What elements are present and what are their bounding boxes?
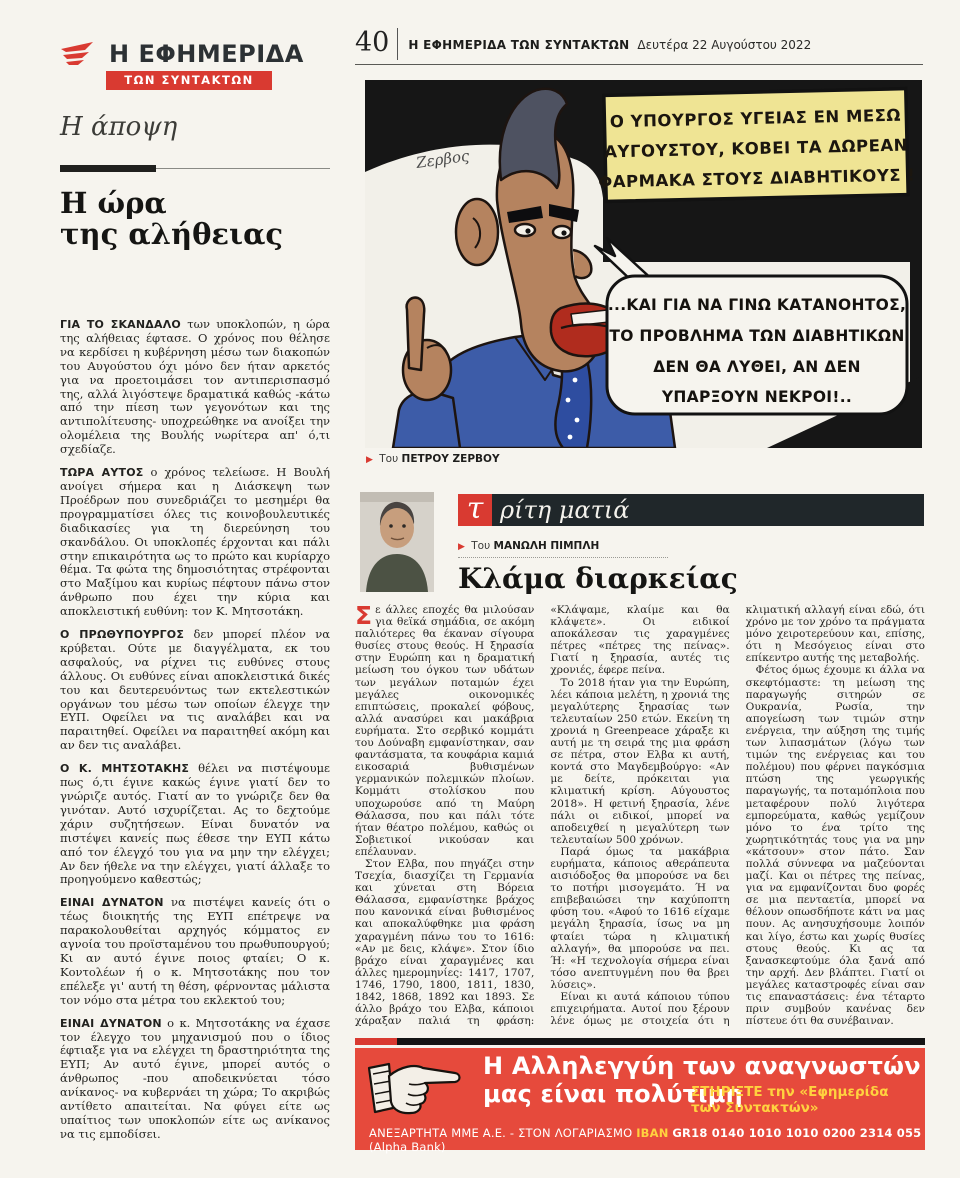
caption-line: ΑΥΓΟΥΣΤΟΥ, ΚΟΒΕΙ ΤΑ ΔΩΡΕΑΝ bbox=[604, 135, 909, 162]
issue-date: Δευτέρα 22 Αυγούστου 2022 bbox=[637, 38, 812, 52]
caption-box bbox=[596, 88, 915, 201]
masthead bbox=[60, 40, 330, 90]
cartoon-credit: ▶ Του ΠΕΤΡΟΥ ΖΕΡΒΟΥ bbox=[366, 453, 500, 465]
article-columns bbox=[355, 601, 925, 1040]
paragraph-lead: ΕΙΝΑΙ ΔΥΝΑΤΟΝ bbox=[60, 1016, 162, 1030]
opinion-section-label: Η άποψη bbox=[60, 112, 178, 142]
article-paragraph: Φέτος όμως έχουμε κι άλλα να σκεφτόμαστε: τη μείωση της παραγωγής σιτηρών σε Ουκρανία, Ρωσία, την απογείωση των τιμών στην ενέργεια, την αύξηση της τιμής των λιπασμάτων (λόγω των τιμών της ενέργειας και του πολέμου) που φέρνει παγκόσμια πτώση της γεωργικής παραγωγής, τα ποταμόπλοια που μεταφέρουν πολύ λιγότερα εμπορεύματα, καθώς γεμίζουν μόνο το ένα τρίτο της χωρητικότητάς τους για να μην «κάτσουν» στον πάτο. Σαν πολλά σύννεφα να μαζεύονται μαζί. Και οι πέτρες της πείνας, για να εμφανίζονται δυο φορές σε μια πενταετία, μπορεί να θέλουν οπωσδήποτε κάτι να μας πουν. Ας ανησυχήσουμε λοιπόν και λίγο, έστω και χωρίς θυσίες στους θεούς. Κι ας τα ξανασκεφτούμε όλα ξανά από την αρχή. Δεν βλάπτει. Γιατί οι μεγάλες καταστροφές είναι σαν τις επαναστάσεις: ένα τέταρτο πριν συμβούν κανένας δεν πίστευε ότι θα συνέβαιναν. bbox=[745, 664, 925, 1028]
bank-name: (Alpha Bank) bbox=[369, 1140, 446, 1154]
article-paragraph: Παρά όμως τα μακάβρια ευρήματα, κάποιος αθεράπευτα αισιόδοξος θα μπορούσε να δει το ποτήρι μισογεμάτο. Ή να επιβεβαιώσει την καχύποπτη φύση του. «Αφού το 1616 είχαμε μεγάλη ξηρασία, ίσως να μη φταίει τώρα η κλιματική αλλαγή», θα μπορούσε να πει. Ή: «Η τεχνολογία σήμερα είναι τόσο ανεπτυγμένη που θα βρει λύσεις». bbox=[550, 845, 730, 991]
banner-account-line: ΑΝΕΞΑΡΤΗΤΑ ΜΜΕ Α.Ε. - ΣΤΟΝ ΛΟΓΑΡΙΑΣΜΟ IBAN GR18 0140 1010 1010 0200 2314 055 (Alpha Bank) bbox=[369, 1126, 922, 1154]
section-initial: τ bbox=[458, 494, 492, 526]
opinion-paragraph: ΕΙΝΑΙ ΔΥΝΑΤΟΝ να πιστέψει κανείς ότι ο τέως διοικητής της ΕΥΠ επέτρεψε να παρακολουθείται αρχηγός κόμματος εν αγνοία του προϊσταμένου του πρωθυπουργού; Κι αν αυτό έγινε ποιος φταίει; Ο κ. Κοντολέων ή ο κ. Μητσοτάκης που τον επέλεξε γι' αυτή τη θέση, φέρνοντας μάλιστα τον νόμο στα μέτρα του εκλεκτού του; bbox=[60, 895, 330, 1007]
masthead-subtitle: ΤΩΝ ΣΥΝΤΑΚΤΩΝ bbox=[106, 71, 272, 90]
paragraph-lead: ΕΙΝΑΙ ΔΥΝΑΤΟΝ bbox=[60, 896, 164, 910]
bubble-line: ΤΟ ΠΡΟΒΛΗΜΑ ΤΩΝ ΔΙΑΒΗΤΙΚΩΝ bbox=[609, 327, 905, 345]
article-paragraph: Είναι κι αυτά κάποιου τύπου επιχειρήματα. Αυτοί που ξέρουν λένε όμως με στοιχεία ότι η κλιματική αλλαγή είναι εδώ, ότι χρόνο με τον χρόνο τα πράγματα μόνο χειροτερεύουν και, επίσης, ότι η Μεσόγειος είναι στο επίκεντρο αυτής της μεταβολής. bbox=[550, 604, 925, 1028]
header-divider bbox=[397, 28, 398, 60]
paragraph-lead: ΤΩΡΑ ΑΥΤΟΣ bbox=[60, 466, 144, 480]
article-paragraph: Στον Ελβα, που πηγάζει στην Τσεχία, διασχίζει τη Γερμανία και χύνεται στη Βόρεια Θάλασσα, εμφανίστηκε βράχος που κανονικά είναι βυθισμένος και αποκαλύφθηκε μια φράση χαραγμένη πάνω του το 1616: «Αν με δεις, κλάψε». Στον ίδιο βράχο είναι χαραγμένες και άλλες ημερομηνίες: 1417, 1707, 1746, 1790, 1800, 1811, 1830, 1842, 1868, 1892 και 1893. Σε άλλο βράχο του Ελβα, κάποιοι χάραξαν παλιά τη φράση: «Κλάψαμε, κλαίμε και θα κλάψετε». Οι ειδικοί αποκάλεσαν τις χαραγμένες πέτρες «πέτρες της πείνας». Γιατί η ξηρασία, αυτές τις χρονιές, έφερε πείνα. bbox=[355, 604, 730, 1028]
caption-line: Ο ΥΠΟΥΡΓΟΣ ΥΓΕΙΑΣ ΕΝ ΜΕΣΩ bbox=[609, 105, 902, 132]
bubble-line: ΔΕΝ ΘΑ ΛΥΘΕΙ, ΑΝ ΔΕΝ bbox=[653, 358, 861, 376]
bubble-line: ...ΚΑΙ ΓΙΑ ΝΑ ΓΙΝΩ ΚΑΤΑΝΟΗΤΟΣ, bbox=[607, 296, 907, 314]
header-rule bbox=[355, 64, 923, 65]
page-number: 40 bbox=[355, 27, 390, 58]
footer-topbar bbox=[355, 1038, 925, 1045]
byline: ▶ Του ΜΑΝΩΛΗ ΠΙΜΠΛΗ bbox=[458, 540, 668, 558]
section-label: ρίτη ματιά bbox=[492, 494, 924, 526]
author-photo bbox=[360, 492, 434, 592]
cartoon-canvas bbox=[365, 80, 922, 448]
cartoonist-signature: Ζερβος bbox=[415, 146, 471, 172]
iban-label: IBAN bbox=[636, 1126, 669, 1140]
byline-arrow-icon: ▶ bbox=[458, 542, 465, 552]
opinion-paragraph: ΕΙΝΑΙ ΔΥΝΑΤΟΝ ο κ. Μητσοτάκης να έχασε τον έλεγχο του μηχανισμού που ο ίδιος έφτιαξε για να ελέγχει τη δραστηριότητα της ΕΥΠ; Αν αυτό έγινε, μπορεί αυτός ο άνθρωπος -που αποδεικνύεται τόσο ανίκανος- να κυβερνάει τη χώρα; Το ακριβώς αντίθετο απαιτείται. Να φύγει είτε ως υπαίτιος των υποκλοπών είτε ως ανίκανος να τις εμποδίσει. bbox=[60, 1015, 331, 1141]
solidarity-banner bbox=[355, 1048, 925, 1154]
masthead-logo-icon bbox=[60, 42, 102, 66]
credit-arrow-icon: ▶ bbox=[366, 455, 373, 465]
opinion-paragraph: Ο ΠΡΩΘΥΠΟΥΡΓΟΣ δεν μπορεί πλέον να κρύβεται. Ούτε με διαγγέλματα, εκ του ασφαλούς, να ρίχνει τις ευθύνες στους άλλους. Οι ευθύνες είναι αποκλειστικά δικές του και δευτερευόντως των εκτελεστικών οργάνων του μέσω των οποίων έλεγχε την ΕΥΠ. Οφείλει να τις αναλάβει και να παραιτηθεί. Οφείλει να παραιτηθεί ακόμη και αν δεν τις αναλάβει. bbox=[60, 627, 331, 753]
opinion-headline: Η ώρα της αλήθειας bbox=[60, 186, 284, 251]
opinion-rule bbox=[60, 165, 330, 173]
political-cartoon bbox=[365, 80, 922, 448]
banner-headline-1: Η Αλληλεγγύη των αναγνωστών bbox=[483, 1052, 921, 1080]
opinion-paragraph: Ο Κ. ΜΗΤΣΟΤΑΚΗΣ θέλει να πιστέψουμε πως ό,τι έγινε κακώς έγινε γιατί δεν το γνώριζε αυτός. Γιατί αν το γνώριζε δεν θα γινόταν. Αυτό ισχυρίζεται. Ας το δεχτούμε χάριν συζητήσεων. Είναι δυνατόν να πιστέψει κανείς πως έθεσε την ΕΥΠ κάτω από τον έλεγχό του για να μην την ελέγχει; Αν δεν ήθελε να την ελέγχει, γιατί άλλαξε το προηγούμενο καθεστώς; bbox=[60, 761, 330, 887]
paragraph-lead: Ο ΠΡΩΘΥΠΟΥΡΓΟΣ bbox=[60, 628, 185, 642]
masthead-title: Η ΕΦΗΜΕΡΙΔΑ bbox=[109, 40, 304, 68]
iban-value: GR18 0140 1010 1010 0200 2314 055 bbox=[672, 1126, 922, 1140]
article-paragraph: Σε άλλες εποχές θα μιλούσαν για θεϊκά σημάδια, σε ακόμη παλιότερες θα έκαναν σίγουρα θυσίες στους θεούς. Η ξηρασία στην Ευρώπη και η δραματική μείωση του όγκου των υδάτων των μεγάλων ποταμών έχει μεγάλες οικονομικές επιπτώσεις, προκαλεί φόβους, αλλά ανασύρει και μακάβρια ευρήματα. Στο σερβικό κομμάτι του Δούναβη εμφανίστηκαν, σαν φαντάσματα, τα κουφάρια καμιά εικοσαριά βυθισμένων γερμανικών πολεμικών πλοίων. Κομμάτι στολίσκου που υποχωρούσε από τη Μαύρη Θάλασσα, που και πάλι τότε ήταν θέατρο πολέμου, καθώς οι Σοβιετικοί νικούσαν και επέλαυναν. bbox=[355, 601, 535, 858]
opinion-body bbox=[60, 318, 330, 1151]
drop-cap: Σ bbox=[355, 601, 373, 630]
page-header bbox=[355, 28, 925, 60]
caption-line: ΦΑΡΜΑΚΑ ΣΤΟΥΣ ΔΙΑΒΗΤΙΚΟΥΣ ! bbox=[598, 165, 916, 192]
paragraph-lead: ΓΙΑ ΤΟ ΣΚΑΝΔΑΛΟ bbox=[60, 318, 181, 331]
banner-headline-2: μας είναι πολύτιμη bbox=[483, 1080, 743, 1108]
opinion-paragraph: ΓΙΑ ΤΟ ΣΚΑΝΔΑΛΟ των υποκλοπών, η ώρα της αλήθειας έφτασε. Ο χρόνος που θέλησε να κερδίσει η κυβέρνηση μέσω των διακοπών του Αυγούστου όχι μόνο δεν ήταν αρκετός για να προετοιμάσει τον αντιπερισπασμό της, αλλά λιγόστεψε δραματικά καθώς -κάτω από την πίεση των γεγονότων και της αντιπολίτευσης- υποχρεώθηκε να ανοίξει την ολομέλεια της Βουλής νωρίτερα απ' ό,τι σχεδίαζε. bbox=[60, 317, 330, 457]
banner-support-text: ΣΤΗΡΙΞΤΕ την «Εφημερίδα των Συντακτών» bbox=[691, 1084, 889, 1116]
article-paragraph: Το 2018 ήταν για την Ευρώπη, λέει κάποια μελέτη, η χρονιά της μεγαλύτερης ξηρασίας των τελευταίων 250 ετών. Εκείνη τη χρονιά η Greenpeace χάραξε κι αυτή με τη σειρά της μια φράση σε πέτρα, στον Ελβα κι αυτή, κοντά στο Μαγδεμβούργο: «Αν με δείτε, πρόκειται για κλιματική κρίση. Αύγουστος 2018». Η φετινή ξηρασία, λένε πάλι οι ειδικοί, μπορεί να αποδειχθεί η μεγαλύτερη των τελευταίων 500 χρόνων. bbox=[550, 676, 730, 846]
opinion-paragraph: ΤΩΡΑ ΑΥΤΟΣ ο χρόνος τελείωσε. Η Βουλή ανοίγει σήμερα και η Διάσκεψη των Προέδρων που συνεδριάζει το μεσημέρι θα προγραμματίσει όλες τις κοινοβουλευτικές διαδικασίες για τη διερεύνηση του σκανδάλου. Οι υποκλοπές έρχονται και πάλι στην επικαιρότητα ως το πρώτο και κυρίαρχο θέμα. Τα φώτα της δημοσιότητας στρέφονται στο Μαξίμου και κυρίως πέφτουν πάνω στον άνθρωπο που έχει την κύρια και αποκλειστική ευθύνη: τον Κ. Μητσοτάκη. bbox=[60, 465, 331, 619]
paragraph-lead: Ο Κ. ΜΗΤΣΟΤΑΚΗΣ bbox=[60, 762, 190, 776]
thirdlook-header-bar bbox=[458, 491, 924, 526]
bubble-line: ΥΠΑΡΞΟΥΝ ΝΕΚΡΟΙ!.. bbox=[661, 388, 853, 406]
pointing-hand-icon bbox=[365, 1056, 465, 1122]
article-title: Κλάμα διαρκείας bbox=[458, 562, 738, 595]
paper-name: Η ΕΦΗΜΕΡΙΔΑ ΤΩΝ ΣΥΝΤΑΚΤΩΝ bbox=[408, 38, 630, 52]
